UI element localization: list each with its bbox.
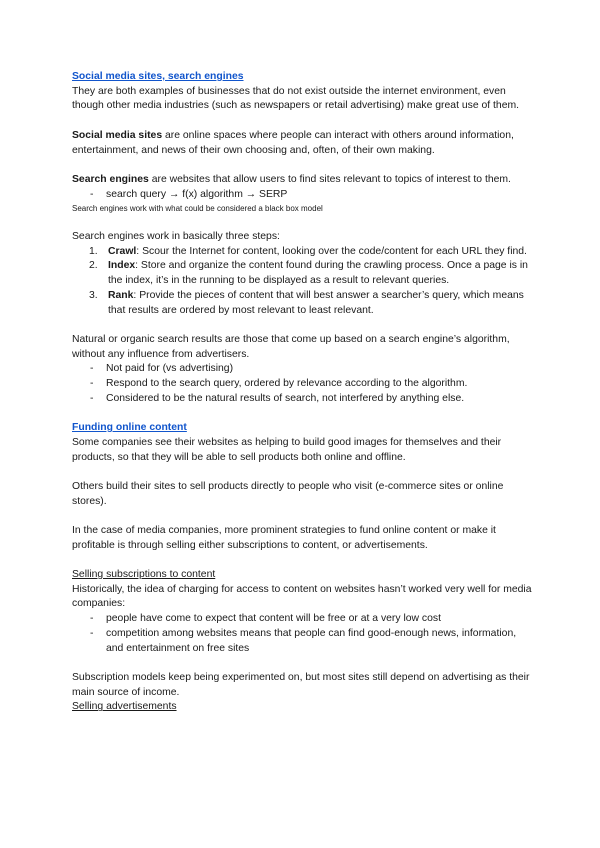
steps-intro: Search engines work in basically three steps: (72, 230, 280, 242)
section-heading-funding[interactable]: Funding online content (72, 422, 187, 434)
step-term: Crawl (108, 245, 137, 257)
step-text: : Provide the pieces of content that will best answer a searcher’s query, which means that results are ordered by most relevant to least relevant. (108, 289, 524, 316)
step-text: : Store and organize the content found during the crawling process. Once a page is in the index, it’s in the running to be displayed as a result to relevant queries. (108, 260, 528, 287)
organic-results-paragraph: Natural or organic search results are those that come up based on a search engine’s algorithm, without any influence from advertisers. (72, 333, 510, 360)
subscriptions-outro: Subscription models keep being experimented on, but most sites still depend on advertising as their main source of income. (72, 671, 530, 698)
intro-paragraph: They are both examples of businesses that do not exist outside the internet environment, even though other media industries (such as newspapers or retail advertising) make great use of them. (72, 85, 520, 112)
search-engines-definition (72, 173, 532, 188)
step-rank (72, 289, 532, 318)
organic-bullet-list (72, 362, 532, 406)
funding-paragraph-2: Others build their sites to sell products directly to people who visit (e-commerce sites or online stores). (72, 480, 504, 507)
social-media-term: Social media sites (72, 129, 163, 141)
list-item: - Not paid for (vs advertising) (72, 362, 532, 377)
subheading-subscriptions: Selling subscriptions to content (72, 569, 216, 581)
step-number: 1. (89, 245, 98, 257)
list-item: - Considered to be the natural results of search, not interfered by anything else. (72, 392, 532, 407)
list-item: - competition among websites means that people can find good-enough news, information, and entertainment on free sites (72, 627, 532, 656)
step-crawl (72, 245, 532, 260)
list-item: - Respond to the search query, ordered by relevance according to the algorithm. (72, 377, 532, 392)
funding-paragraph-3: In the case of media companies, more prominent strategies to fund online content or make it profitable is through selling either subscriptions to content, or advertisements. (72, 524, 496, 551)
subscriptions-intro: Historically, the idea of charging for access to content on websites hasn’t worked very well for media companies: (72, 583, 532, 610)
funding-paragraph-1: Some companies see their websites as helping to build good images for themselves and their products, so that they will be able to sell products both online and offline. (72, 436, 502, 463)
list-item: - people have come to expect that content will be free or at a very low cost (72, 612, 532, 627)
search-engines-def-text: are websites that allow users to find sites relevant to topics of interest to them. (148, 173, 511, 185)
step-term: Index (108, 260, 136, 272)
social-media-definition (72, 129, 532, 158)
list-item: - search query → f(x) algorithm → SERP (72, 188, 532, 203)
steps-list (72, 245, 532, 319)
section-heading-social-search[interactable]: Social media sites, search engines (72, 71, 244, 82)
step-index (72, 259, 532, 288)
search-bullet-list (72, 188, 532, 203)
black-box-note: Search engines work with what could be considered a black box model (72, 204, 323, 214)
step-term: Rank (108, 289, 134, 301)
social-media-def-text: are online spaces where people can interact with others around information, entertainment, and news of their own choosing and, often, of their own making. (72, 129, 514, 156)
search-engines-term: Search engines (72, 173, 149, 185)
subheading-advertisements: Selling advertisements (72, 701, 177, 713)
subscriptions-bullet-list (72, 612, 532, 656)
document-page (72, 70, 532, 715)
step-number: 2. (89, 260, 98, 272)
step-number: 3. (89, 289, 98, 301)
step-text: : Scour the Internet for content, looking over the code/content for each URL they find. (136, 245, 527, 257)
